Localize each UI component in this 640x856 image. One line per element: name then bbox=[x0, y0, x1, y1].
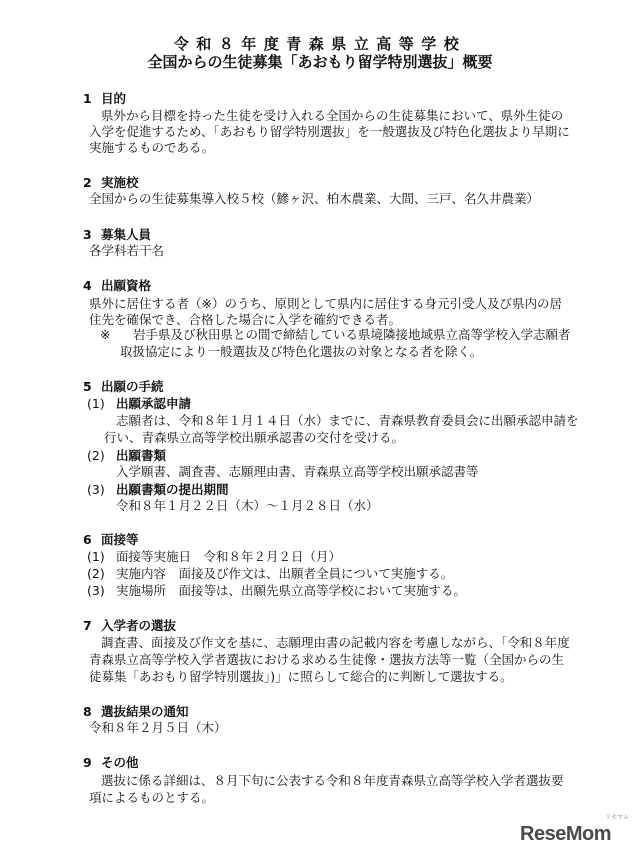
section-1-heading: 目的 bbox=[101, 91, 127, 106]
section-1-line: 県外から目標を持った生徒を受け入れる全国からの生徒募集において、県外生徒の bbox=[101, 108, 564, 123]
section-6-item-text: 実施場所 面接等は、出願先県立高等学校において実施する。 bbox=[116, 583, 467, 598]
section-8-number: 8 bbox=[83, 704, 92, 719]
section-5-sub-1-number: (1) bbox=[87, 396, 105, 411]
section-5-sub-1-heading: 出願承認申請 bbox=[116, 396, 192, 411]
section-8-line: 令和８年２月５日（木） bbox=[89, 720, 227, 735]
section-7-line: 徒募集「あおもり留学特別選抜」)」に照らして総合的に判断して選抜する。 bbox=[89, 669, 513, 684]
section-6-item-number: (2) bbox=[87, 566, 105, 581]
section-3-number: 3 bbox=[83, 227, 92, 242]
section-5-sub-2-heading: 出願書類 bbox=[116, 448, 167, 463]
section-9-line: 選抜に係る詳細は、８月下旬に公表する令和８年度青森県立高等学校入学者選抜要 bbox=[101, 773, 564, 788]
section-6-item-text: 実施内容 面接及び作文は、出願者全員について実施する。 bbox=[116, 566, 454, 581]
section-2-number: 2 bbox=[83, 175, 92, 190]
section-5-sub-2-line: 入学願書、調査書、志願理由書、青森県立高等学校出願承認書等 bbox=[116, 464, 479, 479]
section-4-heading: 出願資格 bbox=[101, 278, 152, 293]
section-9-heading: その他 bbox=[101, 755, 139, 770]
section-5-number: 5 bbox=[83, 379, 92, 394]
section-5-sub-1-line: 志願者は、令和８年１月１４日（水）までに、青森県教育委員会に出願承認申請を bbox=[116, 413, 579, 428]
section-8-heading: 選抜結果の通知 bbox=[101, 704, 189, 719]
section-5-sub-3-heading: 出願書類の提出期間 bbox=[116, 482, 229, 497]
section-1-number: 1 bbox=[83, 91, 92, 106]
section-4-note-line: 取扱協定により一般選抜及び特色化選抜の対象となる者を除く。 bbox=[120, 344, 483, 359]
section-5-sub-3-line: 令和８年１月２２日（木）～１月２８日（水） bbox=[116, 498, 379, 513]
section-4-line: 住先を確保でき、合格した場合に入学を確約できる者。 bbox=[89, 312, 402, 327]
section-7-heading: 入学者の選抜 bbox=[101, 618, 177, 633]
section-6-number: 6 bbox=[83, 532, 92, 547]
section-7-line: 青森県立高等学校入学者選抜における求める生徒像・選抜方法等一覧（全国からの生 bbox=[89, 652, 565, 667]
section-6-item-text: 面接等実施日 令和８年２月２日（月） bbox=[116, 549, 342, 564]
section-6-heading: 面接等 bbox=[101, 532, 139, 547]
section-9-number: 9 bbox=[83, 755, 92, 770]
section-2-line: 全国からの生徒募集導入校５校（鰺ヶ沢、柏木農業、大間、三戸、名久井農業） bbox=[89, 191, 540, 206]
section-6-item-number: (1) bbox=[87, 549, 105, 564]
section-7-number: 7 bbox=[83, 618, 92, 633]
resemom-logo: ReseMom bbox=[520, 823, 611, 845]
section-7-line: 調査書、面接及び作文を基に、志願理由書の記載内容を考慮しながら、「令和８年度 bbox=[101, 635, 570, 650]
section-1-line: 入学を促進するため、「あおもり留学特別選抜」を一般選抜及び特色化選抜より早期に bbox=[89, 124, 570, 139]
section-4-note-line: 岩手県及び秋田県との間で締結している県境隣接地域県立高等学校入学志願者 bbox=[133, 327, 571, 342]
section-5-heading: 出願の手続 bbox=[101, 379, 164, 394]
document-title-line-2: 全国からの生徒募集「あおもり留学特別選抜」概要 bbox=[147, 53, 493, 71]
section-6-item-number: (3) bbox=[87, 583, 105, 598]
watermark-small-text: リセマム bbox=[605, 814, 629, 821]
section-9-line: 項によるものとする。 bbox=[89, 790, 215, 805]
section-4-note-mark: ※ bbox=[100, 327, 111, 342]
section-3-heading: 募集人員 bbox=[101, 227, 152, 242]
section-5-sub-2-number: (2) bbox=[87, 448, 105, 463]
section-5-sub-3-number: (3) bbox=[87, 482, 105, 497]
section-4-line: 県外に居住する者（※）のうち、原則として県内に居住する身元引受人及び県内の居 bbox=[89, 296, 562, 311]
section-3-line: 各学科若干名 bbox=[89, 243, 165, 258]
section-2-heading: 実施校 bbox=[101, 175, 139, 190]
section-1-line: 実施するものである。 bbox=[89, 140, 215, 155]
document-title-line-1: 令和８年度青森県立高等学校 bbox=[173, 35, 467, 53]
section-5-sub-1-line: 行い、青森県立高等学校出願承認書の交付を受ける。 bbox=[104, 430, 405, 445]
section-4-number: 4 bbox=[83, 278, 92, 293]
